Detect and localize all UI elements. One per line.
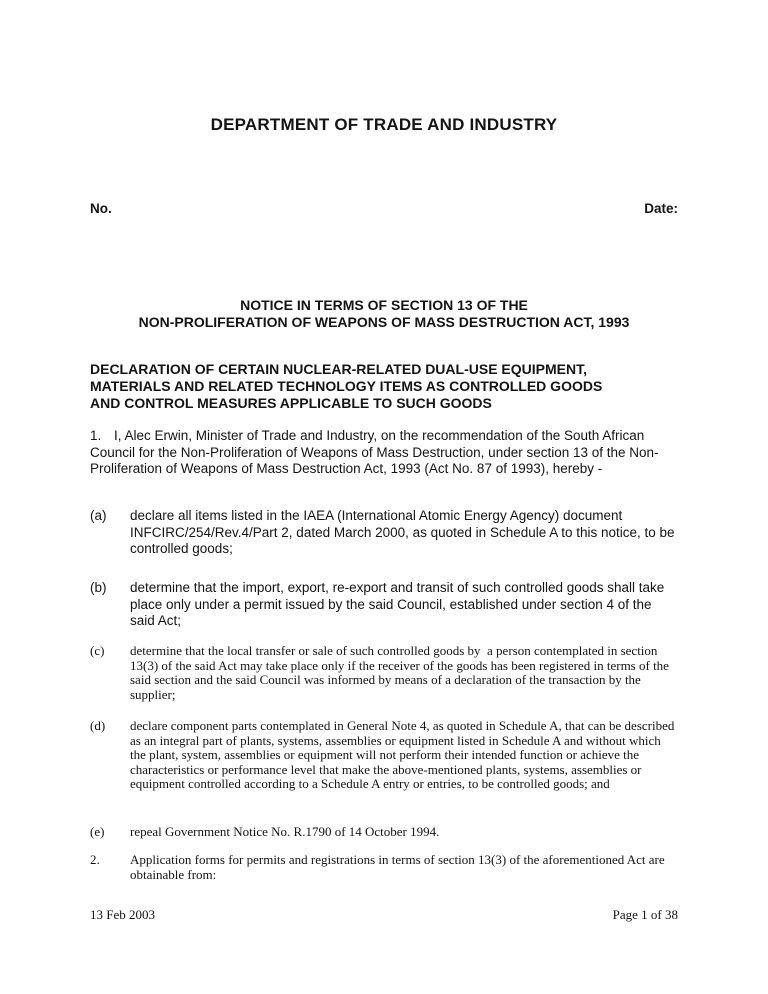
number-label: No. <box>90 201 112 216</box>
clause-e-text: repeal Government Notice No. R.1790 of 14 October 1994. <box>130 824 440 839</box>
declaration-heading <box>90 361 678 412</box>
clause-c-text: determine that the local transfer or sale of such controlled goods by a person contemplated in section 13(3) of the said Act may take place only if the receiver of the goods has been registered in terms of the said section and the said Council was informed by means of a declaration of the transaction by the supplier; <box>130 643 673 702</box>
declaration-heading-line-1: DECLARATION OF CERTAIN NUCLEAR-RELATED DUAL-USE EQUIPMENT, <box>90 361 587 377</box>
clause-e <box>90 825 678 840</box>
clause-e-label: (e) <box>90 824 105 839</box>
paragraph-2-text: Application forms for permits and registrations in terms of section 13(3) of the aforementioned Act are obtainable from: <box>130 852 668 882</box>
number-date-row <box>90 201 678 216</box>
clause-a <box>90 508 678 558</box>
clause-d-label: (d) <box>90 718 106 733</box>
clause-a-text: declare all items listed in the IAEA (International Atomic Energy Agency) document INFCIRC/254/Rev.4/Part 2, dated March 2000, as quoted in Schedule A to this notice, to be controlled goods; <box>130 508 679 556</box>
date-label: Date: <box>644 201 678 216</box>
clause-a-label: (a) <box>90 508 107 523</box>
paragraph-2-number: 2. <box>90 852 100 867</box>
clause-c <box>90 644 678 702</box>
clause-d <box>90 719 678 792</box>
clause-b-text: determine that the import, export, re-export and transit of such controlled goods shall take place only under a permit issued by the said Council, established under section 4 of the said Act; <box>130 580 669 628</box>
paragraph-2 <box>90 853 678 882</box>
paragraph-1-text: I, Alec Erwin, Minister of Trade and Industry, on the recommendation of the South African Council for the Non-Proliferation of Weapons of Mass Destruction, under section 13 of the Non-Proliferation of Weapons of Mass Destruction Act, 1993 (Act No. 87 of 1993), hereby - <box>90 428 659 476</box>
notice-title-line-1: NOTICE IN TERMS OF SECTION 13 OF THE <box>240 297 528 313</box>
declaration-heading-line-2: MATERIALS AND RELATED TECHNOLOGY ITEMS AS CONTROLLED GOODS <box>90 378 603 394</box>
clause-d-text: declare component parts contemplated in General Note 4, as quoted in Schedule A, that can be described as an integral part of plants, systems, assemblies or equipment listed in Schedule A and without which the plant, system, assemblies or equipment will not perform their intended function or achieve the characteristics or performance level that make the above-mentioned plants, systems, assemblies or equipment controlled according to a Schedule A entry or entries, to be controlled goods; and <box>130 718 678 792</box>
paragraph-1-number: 1. <box>90 428 102 443</box>
clause-b-label: (b) <box>90 580 107 595</box>
page-title: DEPARTMENT OF TRADE AND INDUSTRY <box>210 115 558 134</box>
clause-c-label: (c) <box>90 643 105 658</box>
page-footer <box>90 907 678 923</box>
declaration-heading-line-3: AND CONTROL MEASURES APPLICABLE TO SUCH GOODS <box>90 395 492 411</box>
paragraph-1 <box>90 428 678 478</box>
clause-b <box>90 580 678 630</box>
footer-page-number: Page 1 of 38 <box>612 907 678 922</box>
notice-title-line-2: NON-PROLIFERATION OF WEAPONS OF MASS DESTRUCTION ACT, 1993 <box>138 314 630 330</box>
notice-title <box>0 297 768 331</box>
footer-date: 13 Feb 2003 <box>90 907 155 922</box>
